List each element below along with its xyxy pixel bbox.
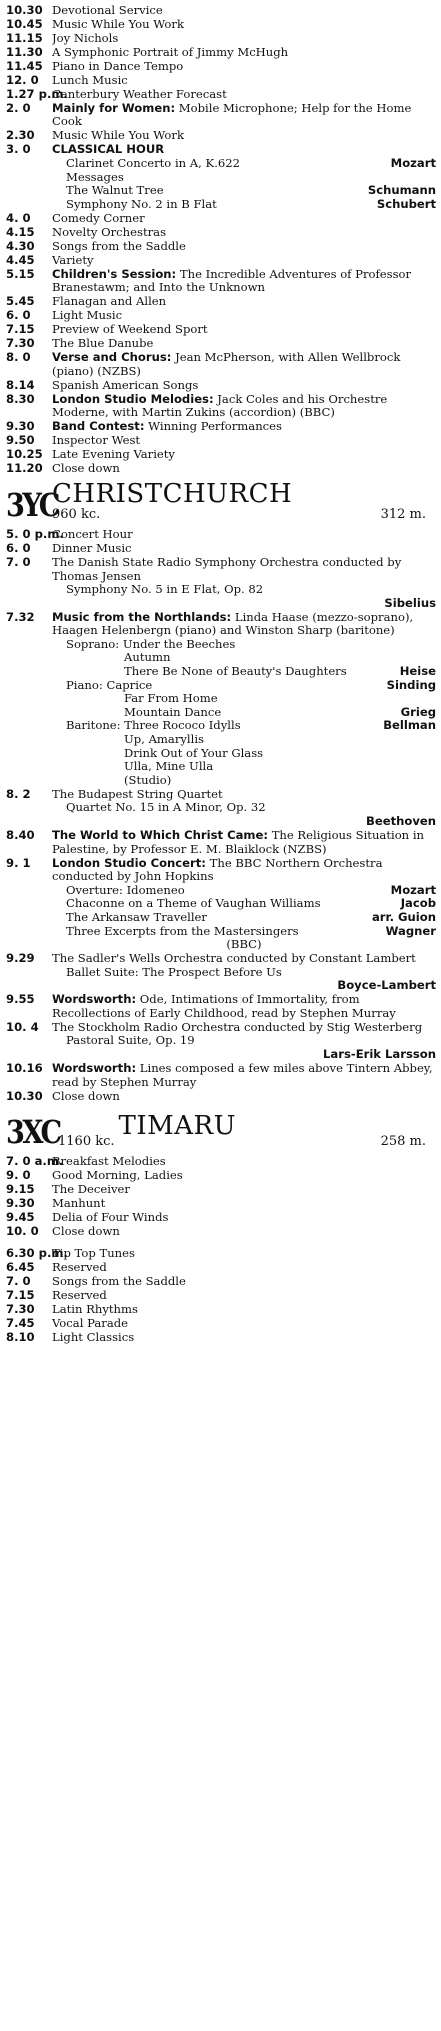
program-time: 7.15 [6,322,35,337]
program-description: Concert Hour [52,527,133,541]
program-time: 5.45 [6,294,35,309]
program-body [52,60,436,74]
program-time: 8. 2 [6,786,31,801]
program-description: Inspector West [52,434,141,448]
program-description: Close down [52,1089,120,1103]
program-detail-line [52,719,436,733]
program-description: Jack Coles and his Orchestre Moderne, with Martin Zukins (accordion) (BBC) [52,392,388,420]
program-entry [6,1331,436,1345]
program-detail-line: (Studio) [124,772,172,787]
program-body [52,542,436,556]
program-description: Novelty Orchestras [52,225,167,239]
program-time: 8.30 [6,391,35,406]
program-heading: Band Contest: [52,420,145,434]
program-body [52,434,436,448]
composer-name: Heise [399,664,436,679]
program-description: Tip Top Tunes [52,1247,135,1261]
program-body [52,1183,436,1197]
composer-name: Boyce-Lambert [337,978,436,993]
program-detail-line: Autumn [124,650,171,665]
program-detail-line [52,157,436,171]
program-entry [6,4,436,18]
program-description: The Deceiver [52,1183,130,1197]
program-description: The Danish State Radio Symphony Orchestra conducted by Thomas Jensen [52,555,402,583]
program-entry [6,18,436,32]
program-detail-line: Drink Out of Your Glass [124,745,264,760]
program-detail-line: Soprano: Under the Beeches [66,636,236,651]
program-detail-line: Quartet No. 15 in A Minor, Op. 32 [66,800,266,815]
program-body [52,102,436,129]
composer-name: Schumann [367,183,436,198]
program-detail-line: (BBC) [226,937,262,952]
program-body [52,46,436,60]
program-body [52,1261,436,1275]
program-time: 4.30 [6,238,35,253]
program-entry [6,420,436,434]
program-time: 7.15 [6,1288,35,1303]
program-body [52,829,436,856]
program-entry [6,1261,436,1275]
listing-block [6,1247,436,1345]
program-body [52,1303,436,1317]
program-entry [6,1317,436,1331]
program-description: Close down [52,462,120,476]
program-entry [6,528,436,542]
program-description: The Stockholm Radio Orchestra conducted by Stig Westerberg [52,1020,423,1034]
program-entry [6,351,436,378]
program-entry [6,226,436,240]
program-body [52,226,436,240]
program-body [52,528,436,542]
program-time: 5. 0 p.m. [6,526,64,541]
program-entry [6,462,436,476]
program-time: 9.29 [6,951,35,966]
program-description: Canterbury Weather Forecast [52,87,227,101]
program-entry [6,788,436,829]
program-detail-line: Far From Home [124,691,218,706]
program-detail-line [52,665,436,679]
listing-block [6,1155,436,1239]
station-header-3yc [6,478,436,524]
work-title: Baritone: Three Rococo Idylls [66,718,241,733]
program-body [52,1021,436,1062]
program-time: 9.50 [6,433,35,448]
program-heading: Wordsworth: [52,993,137,1007]
program-description: Piano in Dance Tempo [52,59,184,73]
program-heading: The World to Which Christ Came: [52,828,268,842]
program-body [52,4,436,18]
program-time: 1.27 p.m. [6,86,68,101]
composer-name: Beethoven [366,813,436,828]
program-body [52,309,436,323]
program-heading: Children's Session: [52,267,177,281]
program-body [52,1331,436,1345]
program-description: Late Evening Variety [52,448,175,462]
composer-name: Sibelius [384,595,436,610]
program-description: A Symphonic Portrait of Jimmy McHugh [52,45,289,59]
program-description: Vocal Parade [52,1317,129,1331]
radio-listings [6,4,436,1345]
program-time: 10. 4 [6,1019,39,1034]
program-description: Good Morning, Ladies [52,1169,183,1183]
program-detail-line [52,679,436,693]
station-wavelength: 258 m. [380,1134,426,1150]
program-time: 4. 0 [6,210,31,225]
composer-name: Mozart [390,156,436,171]
program-entry [6,857,436,952]
station-frequency: 1160 kc. [58,1134,115,1150]
program-time: 7. 0 [6,554,31,569]
work-title: The Walnut Tree [66,183,164,198]
program-time: 10.45 [6,16,43,31]
program-description: The Blue Danube [52,337,154,351]
program-time: 7. 0 a.m. [6,1154,64,1169]
program-time: 11.20 [6,461,43,476]
program-body [52,32,436,46]
composer-name: Bellman [383,718,436,733]
composer-name: Grieg [400,704,436,719]
program-description: Manhunt [52,1197,106,1211]
program-description: Songs from the Saddle [52,1275,186,1289]
program-entry [6,1090,436,1104]
work-title: Chaconne on a Theme of Vaughan Williams [66,896,321,911]
program-time: 4.15 [6,224,35,239]
program-body [52,254,436,268]
station-wavelength: 312 m. [380,506,426,522]
program-description: Comedy Corner [52,211,145,225]
program-description: Reserved [52,1289,107,1303]
program-time: 6.45 [6,1260,35,1275]
work-title: Mountain Dance [124,704,222,719]
program-body [52,18,436,32]
program-description: Mobile Microphone; Help for the Home Cook [52,101,412,129]
program-description: Flanagan and Allen [52,295,167,309]
program-heading: Wordsworth: [52,1062,137,1076]
program-heading: Mainly for Women: [52,101,176,115]
program-detail-line: Pastoral Suite, Op. 19 [66,1033,195,1048]
program-heading: London Studio Melodies: [52,392,214,406]
program-body [52,1169,436,1183]
program-body [52,295,436,309]
program-body [52,1225,436,1239]
program-description: Music While You Work [52,129,184,143]
program-time: 4.45 [6,252,35,267]
program-description: Linda Haase (mezzo-soprano), Haagen Helenbergn (piano) and Winston Sharp (baritone) [52,610,414,638]
program-entry [6,1155,436,1169]
program-entry [6,240,436,254]
program-entry [6,32,436,46]
program-time: 8.40 [6,827,35,842]
program-time: 6.30 p.m. [6,1246,68,1261]
program-detail-line: Messages [66,169,124,184]
program-entry [6,212,436,226]
program-description: Lines composed a few miles above Tintern Abbey, read by Stephen Murray [52,1062,433,1089]
program-body [52,268,436,295]
program-time: 2. 0 [6,100,31,115]
program-entry [6,337,436,351]
program-entry [6,379,436,393]
listing-block [6,4,436,476]
program-entry [6,46,436,60]
program-description: The Incredible Adventures of Professor Branestawm; and Into the Unknown [52,267,412,295]
program-description: Light Classics [52,1331,135,1344]
program-heading: Verse and Chorus: [52,351,172,365]
work-title: The Arkansaw Traveller [66,909,207,924]
program-entry [6,1225,436,1239]
program-entry [6,102,436,129]
program-description: Preview of Weekend Sport [52,323,208,337]
spacer [6,1239,436,1247]
program-entry [6,1247,436,1261]
program-time: 10.25 [6,447,43,462]
program-description: The Religious Situation in Palestine, by Professor E. M. Blaiklock (NZBS) [52,828,425,856]
program-entry [6,74,436,88]
program-description: Light Music [52,309,123,323]
program-heading: Music from the Northlands: [52,610,232,624]
program-time: 10. 0 [6,1224,39,1239]
program-time: 9.45 [6,1210,35,1225]
program-body [52,952,436,993]
program-entry [6,143,436,211]
program-time: 9. 1 [6,855,31,870]
program-time: 8. 0 [6,350,31,365]
program-entry [6,1275,436,1289]
program-entry [6,1169,436,1183]
station-frequency: 960 kc. [52,506,101,522]
program-body [52,857,436,952]
program-heading: CLASSICAL HOUR [52,143,165,157]
program-body [52,1289,436,1303]
program-entry [6,254,436,268]
program-time: 9.30 [6,419,35,434]
program-time: 10.30 [6,3,43,17]
program-time: 7.30 [6,1302,35,1317]
program-time: 9.55 [6,992,35,1007]
program-time: 10.30 [6,1088,43,1103]
program-description: Songs from the Saddle [52,239,186,253]
program-detail-line [52,198,436,212]
program-entry [6,309,436,323]
program-body [52,337,436,351]
program-body [52,448,436,462]
program-time: 9.30 [6,1196,35,1211]
program-body [52,323,436,337]
program-entry [6,556,436,610]
program-detail-line [52,884,436,898]
composer-name: Schubert [376,196,436,211]
composer-name: Sinding [386,677,436,692]
program-body [52,1275,436,1289]
program-detail-line [52,184,436,198]
work-title: Overture: Idomeneo [66,882,185,897]
program-body [52,556,436,610]
program-entry [6,129,436,143]
program-detail-line: Ballet Suite: The Prospect Before Us [66,964,282,979]
program-detail-line: Ulla, Mine Ulla [124,759,214,774]
program-description: Winning Performances [148,420,282,434]
program-time: 6. 0 [6,540,31,555]
program-entry [6,393,436,420]
program-description: Joy Nichols [52,31,119,45]
program-time: 7.45 [6,1316,35,1331]
composer-name: Wagner [385,923,436,938]
station-call-sign: 3XC [6,1113,60,1152]
program-entry [6,1211,436,1225]
program-entry [6,829,436,856]
program-body [52,420,436,434]
program-time: 11.45 [6,58,43,73]
program-body [52,788,436,829]
program-description: The BBC Northern Orchestra conducted by John Hopkins [52,856,383,884]
program-description: Latin Rhythms [52,1303,138,1317]
program-entry [6,434,436,448]
work-title: There Be None of Beauty's Daughters [124,664,347,679]
station-city: CHRISTCHURCH [52,478,293,509]
program-description: Spanish American Songs [52,378,199,392]
work-title: Piano: Caprice [66,677,153,692]
station-header-3xc [6,1111,436,1152]
station-call-sign: 3YC [6,485,58,524]
program-description: Devotional Service [52,4,163,17]
composer-name: Mozart [390,882,436,897]
program-detail-line [52,911,436,925]
program-time: 10.16 [6,1061,43,1076]
program-entry [6,1303,436,1317]
program-time: 12. 0 [6,72,39,87]
program-time: 8.14 [6,377,35,392]
program-entry [6,542,436,556]
program-detail-line [52,706,436,720]
program-time: 5.15 [6,266,35,281]
program-entry [6,611,436,788]
program-time: 7. 0 [6,1274,31,1289]
program-body [52,1090,436,1104]
program-detail-line [52,925,436,939]
program-entry [6,268,436,295]
composer-name: Lars-Erik Larsson [323,1047,436,1062]
program-body [52,462,436,476]
program-detail-line: Symphony No. 5 in E Flat, Op. 82 [66,582,264,597]
program-body [52,611,436,788]
program-time: 11.15 [6,30,43,45]
program-body [52,88,436,102]
listing-block [6,528,436,1103]
program-description: Music While You Work [52,17,184,31]
program-time: 6. 0 [6,308,31,323]
program-entry [6,1197,436,1211]
program-body [52,351,436,378]
program-time: 7.30 [6,336,35,351]
program-entry [6,1183,436,1197]
program-time: 2.30 [6,128,35,143]
program-heading: London Studio Concert: [52,856,206,870]
program-detail-line: Up, Amaryllis [124,732,205,747]
work-title: Three Excerpts from the Mastersingers [66,923,299,938]
program-body [52,143,436,211]
program-description: Jean McPherson, with Allen Wellbrock (piano) (NZBS) [52,351,401,378]
program-description: Dinner Music [52,541,132,555]
program-description: Lunch Music [52,73,128,87]
program-description: Delia of Four Winds [52,1211,169,1225]
program-description: The Sadler's Wells Orchestra conducted by Constant Lambert [52,952,416,966]
program-entry [6,1289,436,1303]
composer-name: arr. Guion [371,909,436,924]
program-entry [6,295,436,309]
program-time: 3. 0 [6,142,31,157]
composer-name: Jacob [400,896,436,911]
program-body [52,1317,436,1331]
program-body [52,74,436,88]
program-body [52,1197,436,1211]
program-time: 11.30 [6,44,43,59]
program-body [52,129,436,143]
program-body [52,379,436,393]
program-description: The Budapest String Quartet [52,787,223,801]
program-body [52,393,436,420]
program-body [52,993,436,1020]
program-entry [6,1021,436,1062]
program-description: Breakfast Melodies [52,1155,166,1169]
program-entry [6,88,436,102]
program-entry [6,448,436,462]
program-body [52,240,436,254]
program-entry [6,60,436,74]
program-description: Close down [52,1225,120,1239]
program-body [52,212,436,226]
program-description: Variety [52,253,94,267]
program-entry [6,993,436,1020]
program-time: 7.32 [6,609,35,624]
program-time: 9.15 [6,1182,35,1197]
program-time: 9. 0 [6,1168,31,1183]
program-detail-line [52,897,436,911]
program-entry [6,323,436,337]
work-title: Clarinet Concerto in A, K.622 [66,156,241,171]
program-description: Ode, Intimations of Immortality, from Recollections of Early Childhood, read by Stephen Murray [52,993,396,1020]
station-city: TIMARU [118,1111,237,1142]
program-time: 8.10 [6,1330,35,1344]
program-entry [6,1062,436,1089]
program-body [52,1247,436,1261]
work-title: Symphony No. 2 in B Flat [66,196,217,211]
program-body [52,1155,436,1169]
program-body [52,1062,436,1089]
program-body [52,1211,436,1225]
program-entry [6,952,436,993]
program-description: Reserved [52,1261,107,1275]
